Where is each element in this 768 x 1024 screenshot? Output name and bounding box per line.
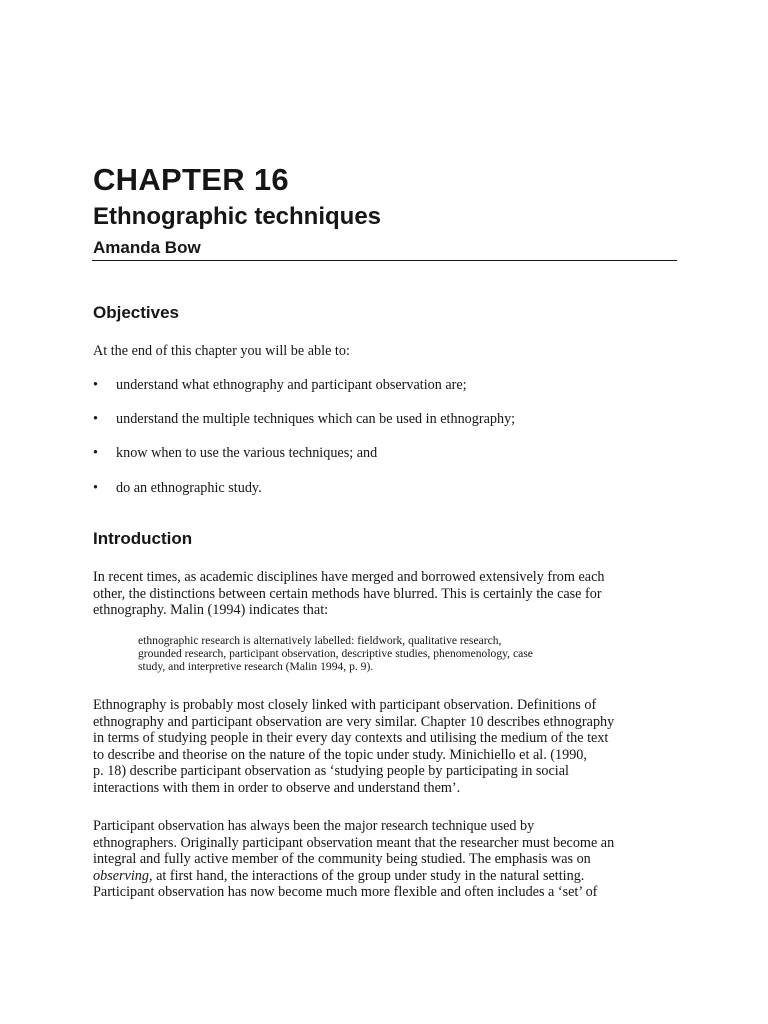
objective-text: understand the multiple techniques which can be used in ethnography; [116, 411, 516, 427]
text-line [93, 868, 683, 885]
introduction-paragraph-2 [93, 697, 683, 796]
quote-line: grounded research, participant observation, descriptive studies, phenomenology, case [138, 647, 533, 661]
block-quote [138, 634, 638, 674]
bullet-icon: • [93, 445, 98, 461]
text-line: Participant observation has now become much more flexible and often includes a ‘set’ of [93, 884, 598, 900]
text-line: in terms of studying people in their every day contexts and utilising the medium of the text [93, 730, 609, 746]
text-line: to describe and theorise on the nature of the topic under study. Minichiello et al. (1990, [93, 746, 587, 763]
text-line: ethnography and participant observation are very similar. Chapter 10 describes ethnography [93, 713, 615, 730]
text-line: Ethnography is probably most closely linked with participant observation. Definitions of [93, 697, 597, 713]
title-divider [92, 260, 677, 261]
text-line: integral and fully active member of the community being studied. The emphasis was on [93, 851, 591, 867]
introduction-paragraph-1 [93, 569, 683, 619]
objective-text: understand what ethnography and participant observation are; [116, 377, 467, 393]
text-line: interactions with them in order to observe and understand them’. [93, 779, 461, 796]
chapter-number: CHAPTER 16 [93, 162, 289, 197]
objectives-intro: At the end of this chapter you will be able to: [93, 343, 350, 359]
text-line: other, the distinctions between certain methods have blurred. This is certainly the case for [93, 585, 602, 602]
quote-line: study, and interpretive research (Malin 1994, p. 9). [138, 660, 374, 674]
bullet-icon: • [93, 377, 98, 393]
text-line: p. 18) describe participant observation as ‘studying people by participating in social [93, 763, 569, 779]
text-line: ethnographers. Originally participant observation meant that the researcher must become an [93, 834, 615, 851]
chapter-author: Amanda Bow [93, 238, 201, 257]
chapter-title: Ethnographic techniques [93, 203, 382, 230]
text-line: Participant observation has always been the major research technique used by [93, 818, 535, 834]
text-line: In recent times, as academic disciplines have merged and borrowed extensively from each [93, 569, 605, 585]
bullet-icon: • [93, 480, 98, 496]
introduction-heading: Introduction [93, 529, 193, 548]
quote-line: ethnographic research is alternatively labelled: fieldwork, qualitative research, [138, 634, 502, 647]
objective-text: do an ethnographic study. [116, 480, 262, 496]
introduction-paragraph-3 [93, 818, 683, 901]
text-fragment: , at first hand, the interactions of the group under study in the natural setting. [148, 867, 585, 884]
bullet-icon: • [93, 411, 98, 427]
objectives-heading: Objectives [93, 303, 179, 322]
emphasis-text: observing [93, 867, 149, 884]
text-line: ethnography. Malin (1994) indicates that: [93, 602, 329, 618]
objective-text: know when to use the various techniques; and [116, 445, 378, 461]
